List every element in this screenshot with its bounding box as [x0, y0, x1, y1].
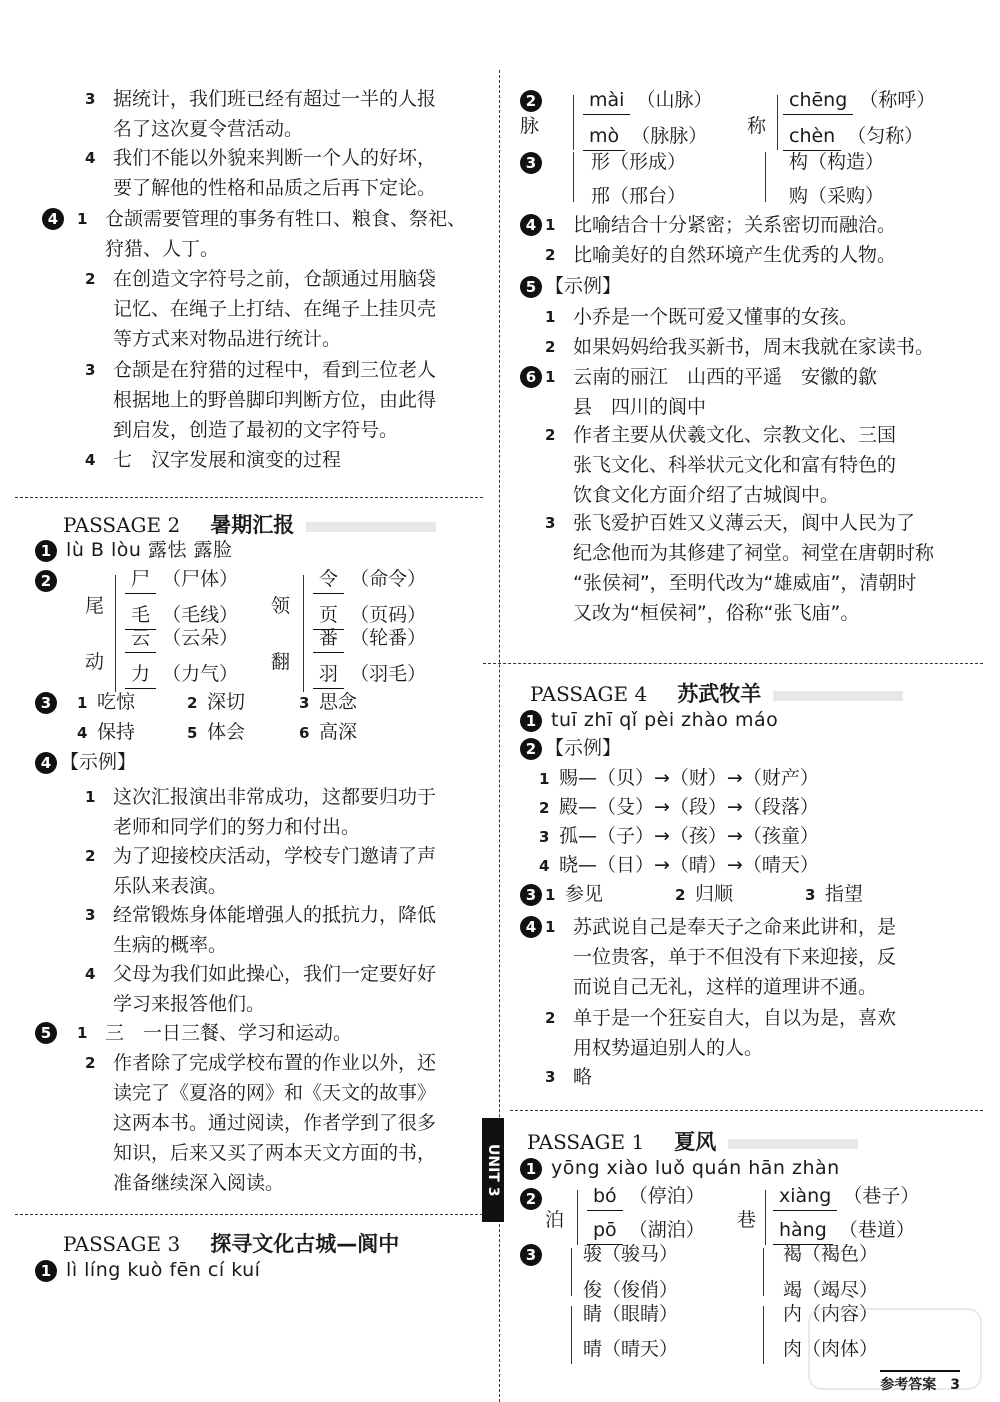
list-item: 2 作者除了完成学校布置的作业以外，还 读完了《夏洛的网》和《天文的故事》 这两本书。通过阅读，作者学到了很多 知识，后来又买了两本天文方面的书， 准备继续深入阅读。	[85, 1052, 437, 1194]
question-number-badge: 4	[520, 916, 542, 938]
character: 泊	[545, 1209, 565, 1231]
answer-row: 1 参见	[545, 883, 604, 905]
question-number-badge: 4	[520, 214, 542, 236]
list-item: 2 为了迎接校庆活动，学校专门邀请了声 乐队来表演。	[85, 845, 437, 897]
answer-row: bó （停泊）	[587, 1182, 705, 1211]
heading-decoration	[773, 691, 903, 701]
example-heading: 2 【示例】	[520, 734, 621, 762]
question-number-badge: 4	[42, 208, 64, 230]
passage-heading: PASSAGE 1 夏风	[527, 1126, 858, 1156]
answer-row: 骏（骏马）	[583, 1243, 679, 1265]
answer-row: 3 思念	[299, 691, 358, 713]
list-item: 3 经常锻炼身体能增强人的抵抗力，降低 生病的概率。	[85, 904, 437, 956]
heading-decoration	[728, 1139, 858, 1149]
bracket	[573, 152, 574, 202]
answer-row: chèn （匀称）	[783, 122, 923, 151]
unit-tab: UNIT 3	[482, 1118, 504, 1222]
question-number-badge: 3	[520, 152, 542, 174]
answer-row: 6 高深	[299, 721, 358, 743]
answer-row: 1 吃惊	[77, 691, 136, 713]
bracket	[303, 632, 304, 692]
answer-row: pō （湖泊）	[587, 1216, 705, 1245]
list-item: 1 三 一日三餐、学习和运动。	[77, 1022, 353, 1044]
list-item: 2 如果妈妈给我买新书，周末我就在家读书。	[545, 336, 935, 358]
character: 巷	[737, 1209, 757, 1231]
answer-row: 4 晓—（日）→（晴）→（晴天）	[539, 854, 819, 876]
answer-row: 2 殿—（殳）→（段）→（段落）	[539, 796, 819, 818]
passage-heading: PASSAGE 3 探寻文化古城—阆中	[63, 1232, 400, 1256]
bracket	[303, 575, 304, 635]
left-column	[15, 0, 483, 1402]
answer-row: 内（内容）	[783, 1303, 879, 1325]
answer-row: 页 （页码）	[313, 601, 426, 630]
heading-decoration	[306, 522, 436, 532]
answer-row: 肉（肉体）	[783, 1338, 879, 1360]
answer-row: 竭（竭尽）	[783, 1279, 879, 1301]
list-item: 1 这次汇报演出非常成功，这都要归功于 老师和同学们的努力和付出。	[85, 786, 437, 838]
bracket	[571, 1248, 572, 1296]
character: 称	[747, 115, 767, 137]
answer-row: 晴（晴天）	[583, 1338, 679, 1360]
answer-row: 褐（褐色）	[783, 1243, 879, 1265]
bracket	[571, 1306, 572, 1364]
answer-row: 2 深切	[187, 691, 246, 713]
list-item: 1 云南的丽江 山西的平遥 安徽的歙 县 四川的阆中	[545, 366, 878, 418]
question-number-badge: 2	[35, 570, 57, 592]
answer-row: hàng （巷道）	[773, 1216, 915, 1245]
list-item: 1 小乔是一个既可爱又懂事的女孩。	[545, 306, 859, 328]
answer-row: 形（形成）	[591, 151, 687, 173]
answer-row: 云 （云朵）	[125, 624, 238, 653]
bracket	[765, 152, 766, 202]
answer-row: 令 （命令）	[313, 565, 426, 594]
bracket	[115, 632, 116, 692]
list-item: 4 七 汉字发展和演变的过程	[85, 449, 342, 471]
bracket	[763, 1306, 764, 1364]
answer-row: chēng （称呼）	[783, 86, 935, 115]
answer-row: 3 指望	[805, 883, 864, 905]
list-item: 1 苏武说自己是奉天子之命来此讲和，是 一位贵客，单于不但没有下来迎接，反 而说自己无礼，这样的道理讲不通。	[545, 916, 897, 998]
answer-row: 力 （力气）	[125, 660, 238, 689]
answer-row: 2 归顺	[675, 883, 734, 905]
question-number-badge: 6	[520, 366, 542, 388]
character: 翻	[271, 651, 291, 673]
answer-row: xiàng （巷子）	[773, 1182, 919, 1211]
question-number-badge: 2	[520, 1188, 542, 1210]
example-heading: 4 【示例】	[35, 748, 136, 776]
bracket	[573, 95, 574, 150]
answer-row: 尸 （尸体）	[125, 565, 238, 594]
answer-row: 1 lù B lòu 露怯 露脸	[35, 536, 233, 564]
answer-row: 睛（眼睛）	[583, 1303, 679, 1325]
answer-row: 4 保持	[77, 721, 136, 743]
bracket	[577, 1190, 578, 1245]
list-item: 1 仓颉需要管理的事务有牲口、粮食、祭祀、 狩猎、人丁。	[77, 208, 467, 260]
question-number-badge: 3	[520, 1244, 542, 1266]
list-item: 2 在创造文字符号之前，仓颉通过用脑袋 记忆、在绳子上打结、在绳子上挂贝壳 等方式来对物品进行统计。	[85, 268, 437, 350]
answer-row: 3 孤—（子）→（孩）→（孩童）	[539, 825, 819, 847]
answer-row: 1 lì líng kuò fēn cí kuí	[35, 1256, 260, 1284]
answer-row: 俊（俊俏）	[583, 1279, 679, 1301]
list-item: 3 仓颉是在狩猎的过程中，看到三位老人 根据地上的野兽脚印判断方位，由此得 到启发，创造了最初的文字符号。	[85, 359, 437, 441]
answer-row: 构（构造）	[789, 151, 885, 173]
answer-row: 5 体会	[187, 721, 246, 743]
bracket	[763, 1248, 764, 1296]
answer-row: 毛 （毛线）	[125, 601, 238, 630]
question-number-badge: 2	[520, 90, 542, 112]
answer-row: mài （山脉）	[583, 86, 713, 115]
list-item: 2 作者主要从伏羲文化、宗教文化、三国 张飞文化、科举状元文化和富有特色的 饮食文化方面介绍了古城阆中。	[545, 424, 897, 506]
passage-heading: PASSAGE 2 暑期汇报	[63, 509, 436, 539]
answer-row: 1 赐—（贝）→（财）→（财产）	[539, 767, 819, 789]
list-item: 3 据统计，我们班已经有超过一半的人报 名了这次夏令营活动。	[85, 88, 437, 140]
bracket	[115, 575, 116, 635]
list-item: 4 我们不能以外貌来判断一个人的好坏， 要了解他的性格和品质之后再下定论。	[85, 147, 437, 199]
answer-row: 1 tuī zhī qǐ pèi zhào máo	[520, 706, 778, 734]
bracket	[777, 95, 778, 150]
character: 尾	[85, 595, 105, 617]
list-item: 1 比喻结合十分紧密；关系密切而融洽。	[545, 214, 897, 236]
character: 领	[271, 595, 291, 617]
answer-row: mò （脉脉）	[583, 122, 707, 151]
right-column	[515, 0, 985, 1402]
bracket	[765, 1190, 766, 1245]
answer-row: 购（采购）	[789, 185, 885, 207]
character: 脉	[520, 115, 540, 137]
list-item: 3 张飞爱护百姓又义薄云天，阆中人民为了 纪念他而为其修建了祠堂。祠堂在唐朝时称 “张侯祠”，至明代改为“雄威庙”，清朝时 又改为“桓侯祠”，俗称“张飞庙”。	[545, 512, 935, 624]
answer-row: 1 yōng xiào luǒ quán hān zhàn	[520, 1154, 840, 1182]
answer-row: 番 （轮番）	[313, 624, 426, 653]
list-item: 4 父母为我们如此操心，我们一定要好好 学习来报答他们。	[85, 963, 437, 1015]
list-item: 3 略	[545, 1066, 593, 1088]
list-item: 2 比喻美好的自然环境产生优秀的人物。	[545, 244, 897, 266]
example-heading: 5 【示例】	[520, 272, 621, 300]
passage-heading: PASSAGE 4 苏武牧羊	[530, 678, 903, 708]
question-number-badge: 3	[35, 692, 57, 714]
question-number-badge: 3	[520, 884, 542, 906]
character: 动	[85, 651, 105, 673]
question-number-badge: 5	[35, 1022, 57, 1044]
answer-row: 邢（邢台）	[591, 185, 687, 207]
answer-row: 羽 （羽毛）	[313, 660, 426, 689]
page-footer: 参考答案 3	[880, 1370, 960, 1394]
list-item: 2 单于是一个狂妄自大，自以为是，喜欢 用权势逼迫别人的人。	[545, 1007, 897, 1059]
